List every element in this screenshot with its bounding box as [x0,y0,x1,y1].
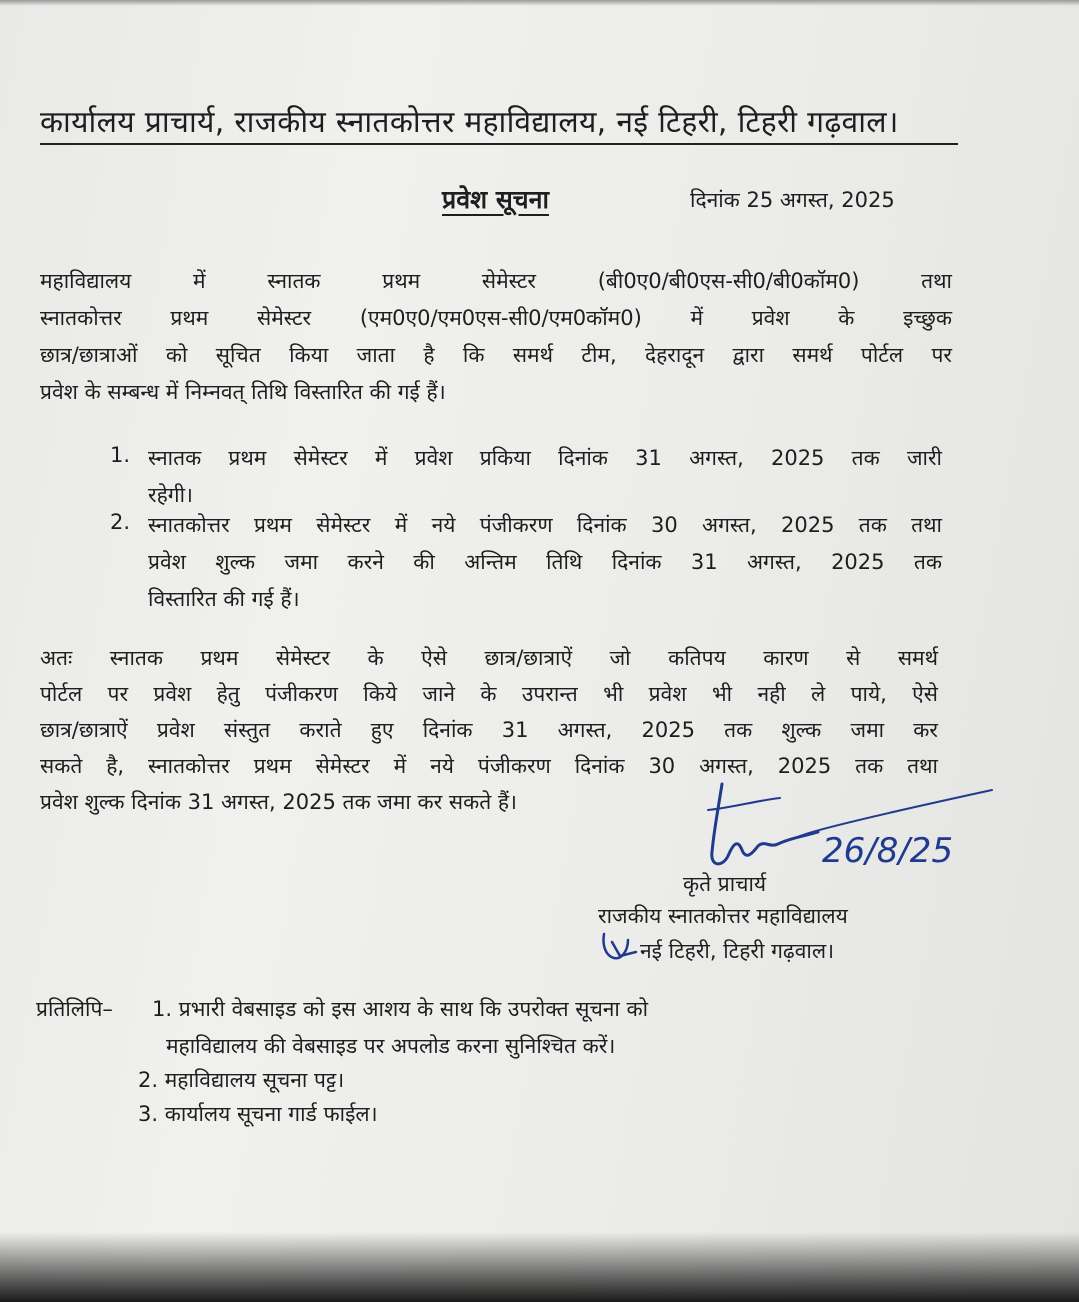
conclusion-line: प्रवेश शुल्क दिनांक 31 अगस्त, 2025 तक जमा कर सकते हैं। [40,790,517,814]
intro-paragraph [40,263,952,411]
notice-title: प्रवेश सूचना [442,185,549,214]
point-line: स्नातक प्रथम सेमेस्टर में प्रवेश प्रकिया दिनांक 31 अगस्त, 2025 तक जारी [148,446,942,470]
point-2-number: 2. [110,510,131,534]
intro-line: छात्र/छात्राओं को सूचित किया जाता है कि समर्थ टीम, देहरादून द्वारा समर्थ पोर्टल पर [40,343,952,367]
heading-underline [40,143,958,145]
copy-item-3: 3. कार्यालय सूचना गार्ड फाईल। [138,1102,378,1126]
point-1-number: 1. [110,443,131,467]
signature-line-3: नई टिहरी, टिहरी गढ़वाल। [640,939,835,963]
point-line: प्रवेश शुल्क जमा करने की अन्तिम तिथि दिनांक 31 अगस्त, 2025 तक [148,550,942,574]
conclusion-line: पोर्टल पर प्रवेश हेतु पंजीकरण किये जाने के उपरान्त भी प्रवेश भी नही ले पाये, ऐसे [40,682,938,706]
notice-date: दिनांक 25 अगस्त, 2025 [690,188,895,212]
intro-line: प्रवेश के सम्बन्ध में निम्नवत् तिथि विस्तारित की गई हैं। [40,380,446,404]
copy-item-2: 2. महाविद्यालय सूचना पट्ट। [138,1068,345,1092]
intro-line: स्नातकोत्तर प्रथम सेमेस्टर (एम0ए0/एम0एस-सी0/एम0कॉम0) में प्रवेश के इच्छुक [40,306,952,330]
point-1 [148,440,942,514]
intro-line: महाविद्यालय में स्नातक प्रथम सेमेस्टर (बी0ए0/बी0एस-सी0/बी0कॉम0) तथा [40,269,952,293]
office-heading: कार्यालय प्राचार्य, राजकीय स्नातकोत्तर महाविद्यालय, नई टिहरी, टिहरी गढ़वाल। [40,105,899,140]
point-line: स्नातकोत्तर प्रथम सेमेस्टर में नये पंजीकरण दिनांक 30 अगस्त, 2025 तक तथा [148,513,942,537]
copy-item-1: 1. प्रभारी वेबसाइड को इस आशय के साथ कि उपरोक्त सूचना को [152,997,649,1021]
conclusion-line: अतः स्नातक प्रथम सेमेस्टर के ऐसे छात्र/छात्राऐं जो कतिपय कारण से समर्थ [40,646,938,670]
signature-line-2: राजकीय स्नातकोत्तर महाविद्यालय [598,904,848,928]
conclusion-line: छात्र/छात्राऐं प्रवेश संस्तुत कराते हुए दिनांक 31 अगस्त, 2025 तक शुल्क जमा कर [40,718,938,742]
top-shadow [0,0,1079,6]
initial-mark [598,926,640,966]
point-2 [148,507,942,618]
point-line: रहेगी। [148,483,193,507]
signature-line-1: कृते प्राचार्य [683,872,767,896]
copy-prefix: प्रतिलिपि– [36,997,113,1021]
signature-date: 26/8/25 [822,831,954,871]
copy-item-1-cont: महाविद्यालय की वेबसाइड पर अपलोड करना सुनिश्चित करें। [166,1034,616,1058]
handwritten-signature [700,770,1000,880]
bottom-shadow [0,1232,1079,1302]
point-line: विस्तारित की गई हैं। [148,587,300,611]
conclusion-line: सकते है, स्नातकोत्तर प्रथम सेमेस्टर में नये पंजीकरण दिनांक 30 अगस्त, 2025 तक तथा [40,754,938,778]
